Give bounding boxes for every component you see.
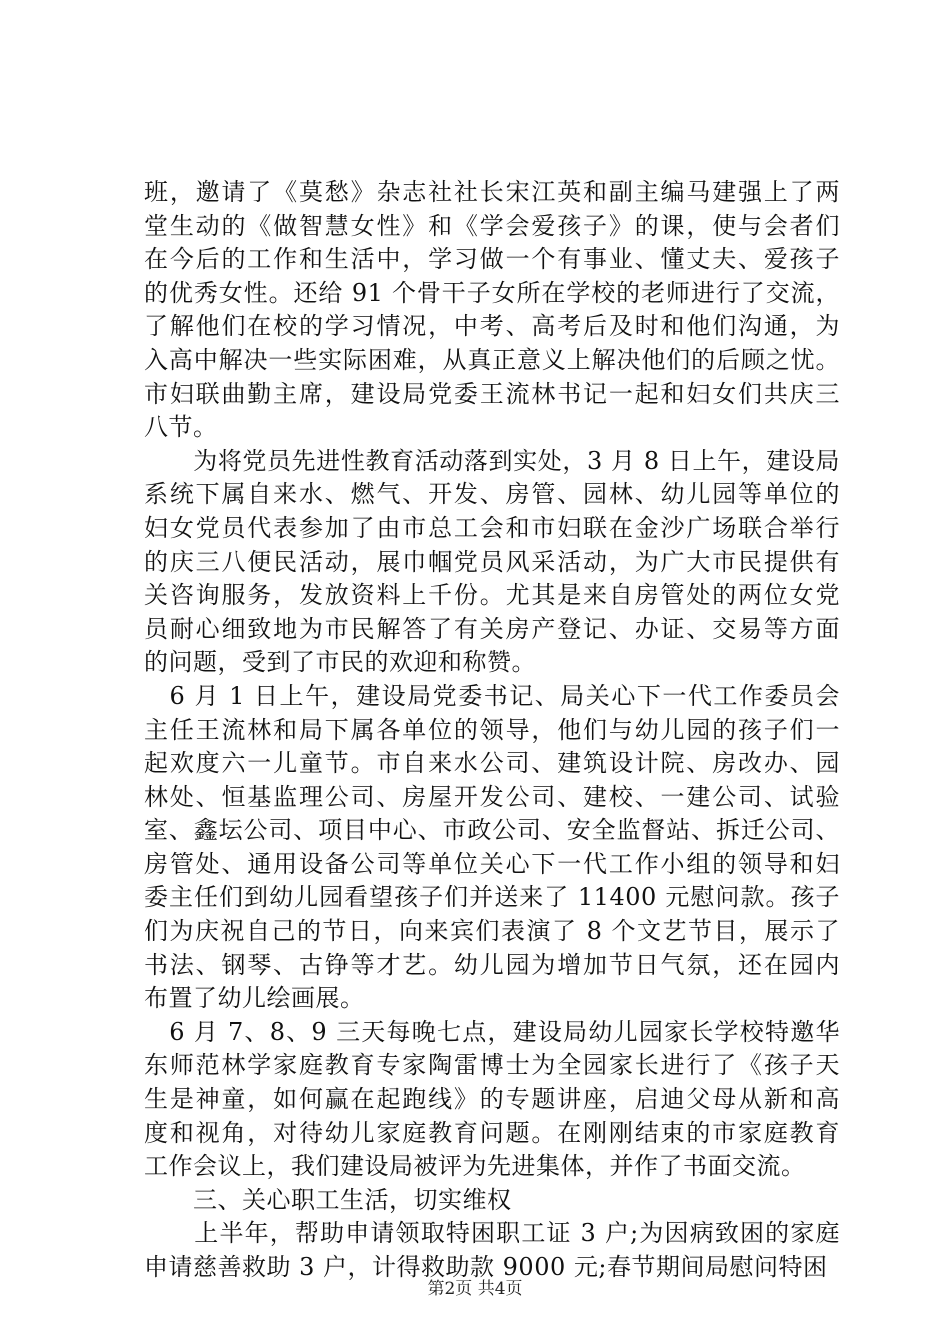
text-line: 关咨询服务，发放资料上千份。尤其是来自房管处的两位女党 <box>144 581 840 610</box>
text-line: 妇女党员代表参加了由市总工会和市妇联在金沙广场联合举行 <box>144 513 840 542</box>
text-line: 委主任们到幼儿园看望孩子们并送来了 11400 元慰问款。孩子 <box>144 883 840 912</box>
text-line: 主任王流林和局下属各单位的领导，他们与幼儿园的孩子们一 <box>144 715 840 744</box>
text-line: 在今后的工作和生活中，学习做一个有事业、懂丈夫、爱孩子 <box>144 245 840 274</box>
text-line: 室、鑫坛公司、项目中心、市政公司、安全监督站、拆迁公司、 <box>144 816 840 845</box>
text-line: 班，邀请了《莫愁》杂志社社长宋江英和副主编马建强上了两 <box>144 178 840 206</box>
text-line: 的优秀女性。还给 91 个骨干子女所在学校的老师进行了交流， <box>144 278 840 307</box>
text-line: 东师范林学家庭教育专家陶雷博士为全园家长进行了《孩子天 <box>144 1051 840 1080</box>
text-line: 工作会议上，我们建设局被评为先进集体，并作了书面交流。 <box>144 1152 806 1181</box>
page-footer: 第2页 共4页 <box>427 1279 523 1299</box>
text-line: 申请慈善救助 3 户，计得救助款 9000 元;春节期间局慰问特困 <box>144 1253 828 1281</box>
body-text <box>144 176 840 1285</box>
text-line: 房管处、通用设备公司等单位关心下一代工作小组的领导和妇 <box>144 849 840 878</box>
text-line: 生是神童，如何赢在起跑线》的专题讲座，启迪父母从新和高 <box>144 1085 840 1114</box>
text-line: 为将党员先进性教育活动落到实处，3 月 8 日上午，建设局 <box>144 446 840 475</box>
text-line: 6 月 7、8、9 三天每晚七点，建设局幼儿园家长学校特邀华 <box>144 1017 840 1046</box>
text-line: 的问题，受到了市民的欢迎和称赞。 <box>144 648 536 677</box>
text-line: 书法、钢琴、古铮等才艺。幼儿园为增加节日气氛，还在园内 <box>144 950 840 979</box>
text-line: 系统下属自来水、燃气、开发、房管、园林、幼儿园等单位的 <box>144 480 840 509</box>
text-line: 布置了幼儿绘画展。 <box>144 984 365 1013</box>
text-line: 堂生动的《做智慧女性》和《学会爱孩子》的课，使与会者们 <box>144 211 840 240</box>
text-line: 6 月 1 日上午，建设局党委书记、局关心下一代工作委员会 <box>144 681 840 710</box>
text-line: 上半年，帮助申请领取特困职工证 3 户;为因病致困的家庭 <box>144 1219 840 1248</box>
text-line: 员耐心细致地为市民解答了有关房产登记、办证、交易等方面 <box>144 614 840 643</box>
text-line: 们为庆祝自己的节日，向来宾们表演了 8 个文艺节目，展示了 <box>144 917 840 946</box>
text-line: 市妇联曲勤主席，建设局党委王流林书记一起和妇女们共庆三 <box>144 379 840 408</box>
text-line: 八节。 <box>144 413 218 442</box>
text-line: 三、关心职工生活，切实维权 <box>144 1185 512 1214</box>
text-line: 的庆三八便民活动，展巾帼党员风采活动，为广大市民提供有 <box>144 547 840 576</box>
text-line: 入高中解决一些实际困难，从真正意义上解决他们的后顾之忧。 <box>144 345 840 374</box>
text-line: 林处、恒基监理公司、房屋开发公司、建校、一建公司、试验 <box>144 782 840 811</box>
text-line: 起欢度六一儿童节。市自来水公司、建筑设计院、房改办、园 <box>144 749 840 778</box>
text-line: 了解他们在校的学习情况，中考、高考后及时和他们沟通，为 <box>144 312 840 341</box>
text-line: 度和视角，对待幼儿家庭教育问题。在刚刚结束的市家庭教育 <box>144 1118 840 1147</box>
